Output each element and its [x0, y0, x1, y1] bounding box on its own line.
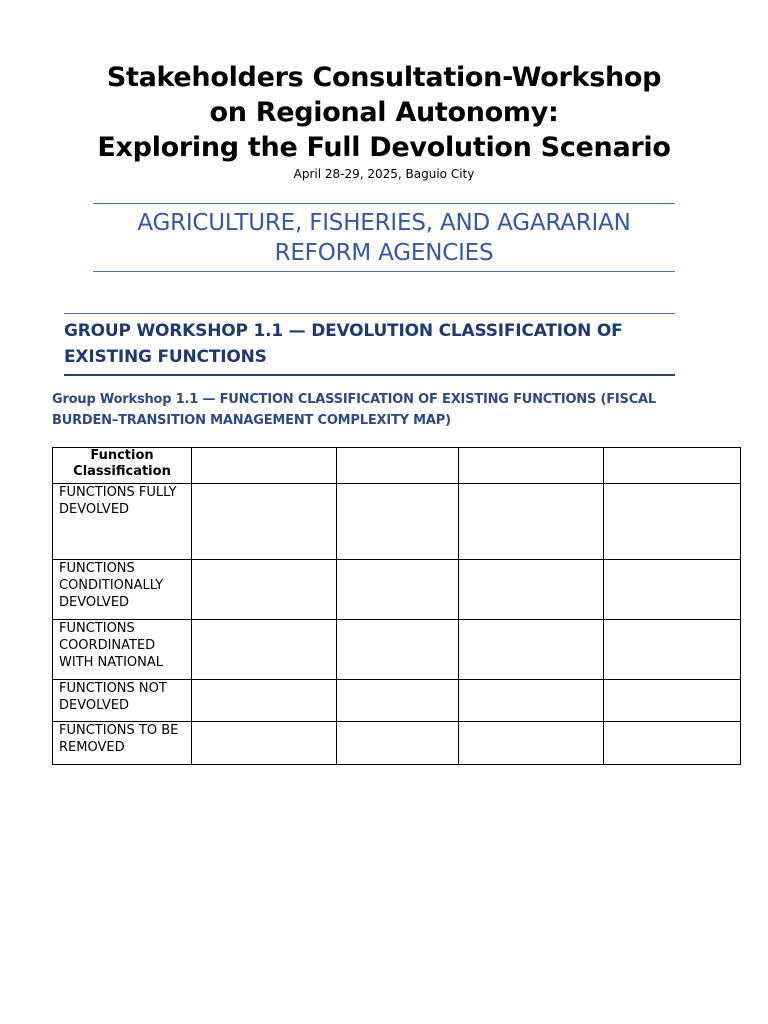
document-title-line-3: Exploring the Full Devolution Scenario	[97, 132, 671, 163]
table-cell[interactable]	[192, 560, 337, 620]
document-title-line-1: Stakeholders Consultation-Workshop	[106, 62, 662, 93]
row-label: FUNCTIONS FULLY DEVOLVED	[53, 484, 192, 560]
table-header-row	[53, 448, 741, 484]
table-row	[53, 620, 741, 680]
table-cell[interactable]	[459, 680, 604, 722]
table-cell[interactable]	[604, 680, 741, 722]
table-cell[interactable]	[337, 722, 459, 765]
table-cell[interactable]	[459, 560, 604, 620]
document-title-line-2: on Regional Autonomy:	[209, 97, 559, 128]
header-function-classification: Function Classification	[53, 448, 192, 484]
table-cell[interactable]	[604, 722, 741, 765]
table-cell[interactable]	[337, 560, 459, 620]
agency-banner	[93, 203, 675, 272]
date-location: April 28-29, 2025, Baguio City	[293, 167, 475, 181]
table-cell[interactable]	[337, 680, 459, 722]
table-cell[interactable]	[192, 722, 337, 765]
agency-line-1: AGRICULTURE, FISHERIES, AND AGARARIAN	[137, 210, 631, 236]
header-cell[interactable]	[459, 448, 604, 484]
table-cell[interactable]	[604, 620, 741, 680]
table-cell[interactable]	[459, 620, 604, 680]
table-cell[interactable]	[337, 484, 459, 560]
row-label: FUNCTIONS CONDITIONALLY DEVOLVED	[53, 560, 192, 620]
table-cell[interactable]	[604, 560, 741, 620]
table-row	[53, 680, 741, 722]
row-label: FUNCTIONS COORDINATED WITH NATIONAL	[53, 620, 192, 680]
table-cell[interactable]	[192, 680, 337, 722]
function-classification-table	[52, 447, 741, 765]
workshop-heading	[64, 313, 675, 376]
table-cell[interactable]	[459, 484, 604, 560]
header-cell[interactable]	[337, 448, 459, 484]
document-title-block	[60, 60, 708, 182]
workshop-heading-line-2: EXISTING FUNCTIONS	[64, 347, 267, 367]
table-cell[interactable]	[337, 620, 459, 680]
header-cell[interactable]	[604, 448, 741, 484]
table-cell[interactable]	[192, 620, 337, 680]
table-row	[53, 722, 741, 765]
workshop-subheading-line-1: Group Workshop 1.1 — FUNCTION CLASSIFICATION OF EXISTING FUNCTIONS (FISCAL	[52, 392, 656, 407]
table-row	[53, 484, 741, 560]
workshop-subheading-line-2: BURDEN–TRANSITION MANAGEMENT COMPLEXITY MAP)	[52, 413, 451, 428]
workshop-heading-line-1: GROUP WORKSHOP 1.1 — DEVOLUTION CLASSIFICATION OF	[64, 321, 623, 341]
header-cell[interactable]	[192, 448, 337, 484]
table-row	[53, 560, 741, 620]
row-label: FUNCTIONS TO BE REMOVED	[53, 722, 192, 765]
agency-line-2: REFORM AGENCIES	[274, 240, 494, 266]
row-label: FUNCTIONS NOT DEVOLVED	[53, 680, 192, 722]
table-cell[interactable]	[192, 484, 337, 560]
table-cell[interactable]	[459, 722, 604, 765]
workshop-subheading	[52, 389, 732, 431]
table-cell[interactable]	[604, 484, 741, 560]
